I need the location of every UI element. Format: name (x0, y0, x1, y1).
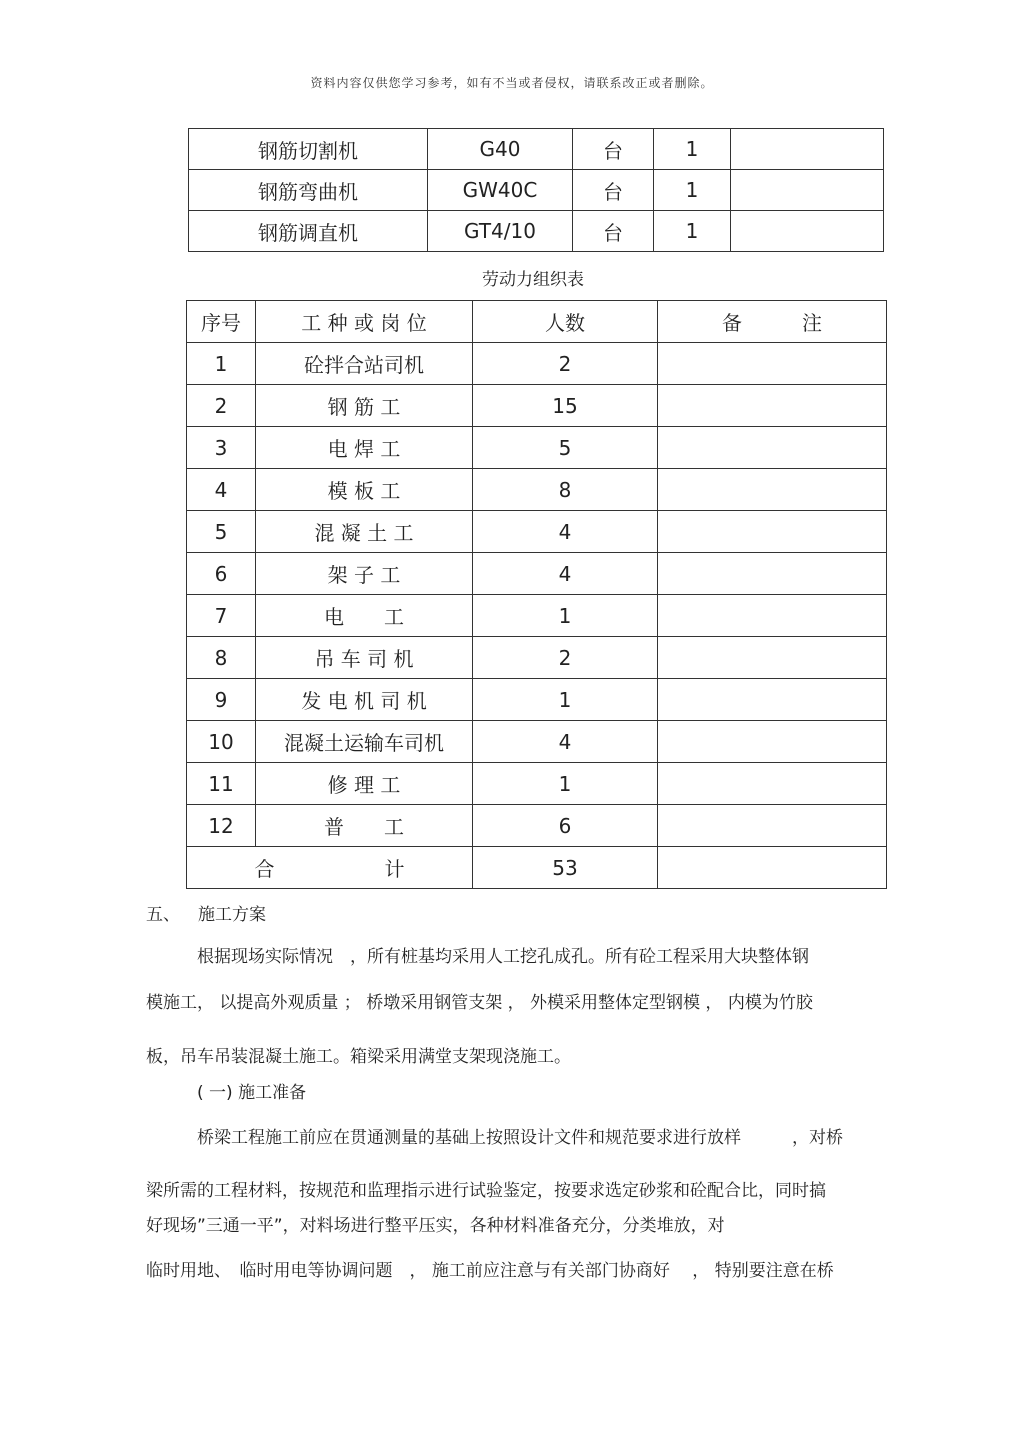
equipment-name: 钢筋调直机 (189, 211, 428, 252)
header-remark-a: 备 (722, 311, 742, 335)
header-count: 人数 (473, 301, 658, 343)
table-row (187, 469, 887, 511)
row-remark (658, 637, 887, 679)
row-no: 9 (187, 679, 256, 721)
row-job: 架 子 工 (256, 553, 473, 595)
row-count: 4 (473, 721, 658, 763)
table-row (187, 427, 887, 469)
row-remark (658, 385, 887, 427)
equipment-model: G40 (428, 129, 573, 170)
row-no: 2 (187, 385, 256, 427)
table-row (187, 763, 887, 805)
row-count: 5 (473, 427, 658, 469)
table-row (189, 211, 884, 252)
row-no: 6 (187, 553, 256, 595)
paragraph-line: 模施工， 以提高外观质量 ； 桥墩采用钢管支架 ， 外模采用整体定型钢模 ， 内模为竹胶 (146, 993, 813, 1013)
row-remark (658, 553, 887, 595)
equipment-qty: 1 (654, 211, 731, 252)
row-job: 普 工 (256, 805, 473, 847)
row-remark (658, 805, 887, 847)
equipment-remark (731, 170, 884, 211)
row-job: 钢 筋 工 (256, 385, 473, 427)
paragraph-line: 梁所需的工程材料，按规范和监理指示进行试验鉴定，按要求选定砂浆和砼配合比，同时搞 (146, 1181, 826, 1201)
subsection-heading: ( 一) 施工准备 (197, 1083, 307, 1103)
row-count: 2 (473, 637, 658, 679)
row-job: 砼拌合站司机 (256, 343, 473, 385)
equipment-remark (731, 211, 884, 252)
row-no: 11 (187, 763, 256, 805)
table-row (187, 679, 887, 721)
row-count: 15 (473, 385, 658, 427)
row-count: 6 (473, 805, 658, 847)
row-remark (658, 679, 887, 721)
total-value: 53 (473, 847, 658, 889)
row-job: 吊 车 司 机 (256, 637, 473, 679)
equipment-remark (731, 129, 884, 170)
row-remark (658, 763, 887, 805)
row-remark (658, 343, 887, 385)
header-remark-b: 注 (802, 311, 822, 335)
table-header-row (187, 301, 887, 343)
header-no: 序号 (187, 301, 256, 343)
equipment-unit: 台 (573, 129, 654, 170)
paragraph-line: 好现场”三通一平”，对料场进行整平压实，各种材料准备充分，分类堆放，对 (146, 1216, 725, 1236)
table-row (189, 170, 884, 211)
header-remark (658, 301, 887, 343)
equipment-name: 钢筋弯曲机 (189, 170, 428, 211)
row-no: 12 (187, 805, 256, 847)
total-label (187, 847, 473, 889)
header-job: 工 种 或 岗 位 (256, 301, 473, 343)
labor-table-title: 劳动力组织表 (482, 270, 584, 290)
row-remark (658, 595, 887, 637)
row-remark (658, 721, 887, 763)
row-remark (658, 511, 887, 553)
row-count: 1 (473, 679, 658, 721)
row-job: 电 工 (256, 595, 473, 637)
row-count: 1 (473, 763, 658, 805)
table-row (187, 511, 887, 553)
row-no: 8 (187, 637, 256, 679)
row-count: 2 (473, 343, 658, 385)
equipment-model: GW40C (428, 170, 573, 211)
row-job: 修 理 工 (256, 763, 473, 805)
table-row (187, 805, 887, 847)
row-no: 5 (187, 511, 256, 553)
table-row (187, 385, 887, 427)
equipment-qty: 1 (654, 170, 731, 211)
equipment-name: 钢筋切割机 (189, 129, 428, 170)
row-job: 混凝土运输车司机 (256, 721, 473, 763)
equipment-unit: 台 (573, 211, 654, 252)
paragraph-line: 根据现场实际情况 ，所有桩基均采用人工挖孔成孔。所有砼工程采用大块整体钢 (197, 947, 809, 967)
equipment-table (188, 128, 884, 252)
section-title: 施工方案 (198, 905, 266, 925)
labor-table (186, 300, 887, 889)
row-job: 混 凝 土 工 (256, 511, 473, 553)
row-count: 4 (473, 553, 658, 595)
row-job: 模 板 工 (256, 469, 473, 511)
row-no: 3 (187, 427, 256, 469)
total-label-a: 合 (254, 857, 275, 881)
row-count: 8 (473, 469, 658, 511)
table-row (187, 595, 887, 637)
total-label-b: 计 (384, 857, 405, 881)
total-remark (658, 847, 887, 889)
equipment-model: GT4/10 (428, 211, 573, 252)
section-heading (146, 902, 266, 928)
row-no: 1 (187, 343, 256, 385)
table-row (189, 129, 884, 170)
total-row (187, 847, 887, 889)
row-job: 电 焊 工 (256, 427, 473, 469)
row-remark (658, 469, 887, 511)
table-row (187, 637, 887, 679)
equipment-unit: 台 (573, 170, 654, 211)
row-count: 4 (473, 511, 658, 553)
paragraph-line: 临时用地、 临时用电等协调问题 ， 施工前应注意与有关部门协商好 ， 特别要注意在桥 (146, 1261, 834, 1281)
section-number: 五、 (146, 905, 180, 925)
table-row (187, 553, 887, 595)
row-no: 4 (187, 469, 256, 511)
equipment-qty: 1 (654, 129, 731, 170)
table-row (187, 343, 887, 385)
row-job: 发 电 机 司 机 (256, 679, 473, 721)
row-remark (658, 427, 887, 469)
paragraph-line: 桥梁工程施工前应在贯通测量的基础上按照设计文件和规范要求进行放样 ，对桥 (197, 1128, 843, 1148)
row-count: 1 (473, 595, 658, 637)
table-row (187, 721, 887, 763)
row-no: 7 (187, 595, 256, 637)
paragraph-line: 板，吊车吊装混凝土施工。箱梁采用满堂支架现浇施工。 (146, 1047, 571, 1067)
page-header-note: 资料内容仅供您学习参考，如有不当或者侵权，请联系改正或者删除。 (310, 76, 714, 90)
row-no: 10 (187, 721, 256, 763)
